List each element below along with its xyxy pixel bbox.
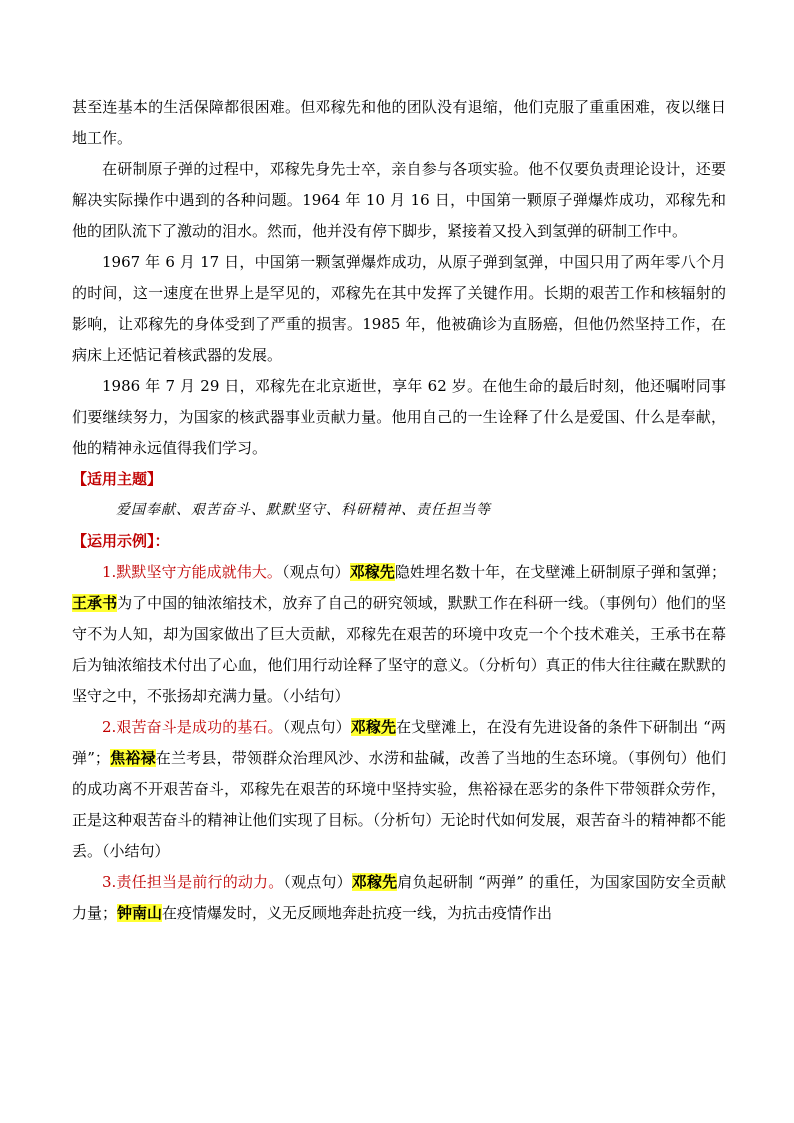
- example-tag: （观点句）: [281, 563, 350, 581]
- example-viewpoint: 3.责任担当是前行的动力。: [102, 873, 284, 891]
- example-text: 在疫情爆发时，义无反顾地奔赴抗疫一线，为抗击疫情作出: [162, 904, 553, 922]
- highlighted-name: 焦裕禄: [109, 749, 156, 767]
- highlighted-name: 王承书: [72, 594, 118, 612]
- example-item: [72, 557, 726, 712]
- highlighted-name: 钟南山: [117, 904, 163, 922]
- example-tag: （观点句）: [282, 718, 351, 736]
- example-item: [72, 867, 726, 929]
- example-text: 为了中国的铀浓缩技术，放弃了自己的研究领域，默默工作在科研一线。（事例句）他们的坚守不为人知，却为国家做出了巨大贡献，邓稼先在艰苦的环境中攻克一个个技术难关，王承书在幕后为铀浓缩技术付出了心血，他们用行动诠释了坚守的意义。（分析句）真正的伟大往往藏在默默的坚守之中，不张扬却充满力量。（小结句）: [72, 594, 726, 705]
- example-text: 在兰考县，带领群众治理风沙、水涝和盐碱，改善了当地的生态环境。（事例句）他们的成功离不开艰苦奋斗，邓稼先在艰苦的环境中坚持实验，焦裕禄在恶劣的条件下带领群众劳作，正是这种艰苦奋斗的精神让他们实现了目标。（分析句）无论时代如何发展，艰苦奋斗的精神都不能丢。（小结句）: [72, 749, 726, 860]
- document-page: [72, 92, 726, 929]
- paragraph-continuation: 甚至连基本的生活保障都很困难。但邓稼先和他的团队没有退缩，他们克服了重重困难，夜以继日地工作。: [72, 98, 726, 147]
- example-viewpoint: 1.默默坚守方能成就伟大。: [102, 563, 282, 581]
- examples-heading: 【运用示例】：: [72, 532, 170, 550]
- example-text: 肩负起研制 “两弹” 的重任，为国家国防安全贡献力量；: [72, 873, 726, 922]
- paragraph-death: 1986 年 7 月 29 日，邓稼先在北京逝世，享年 62 岁。在他生命的最后时刻，他还嘱咐同事们要继续努力，为国家的核武器事业贡献力量。他用自己的一生诠释了什么是爱国、什么是奉献，他的精神永远值得我们学习。: [72, 377, 726, 457]
- paragraph-atomic-bomb: 在研制原子弹的过程中，邓稼先身先士卒，亲自参与各项实验。他不仅要负责理论设计，还要解决实际操作中遇到的各种问题。1964 年 10 月 16 日，中国第一颗原子弹爆炸成功，邓稼先和他的团队流下了激动的泪水。然而，他并没有停下脚步，紧接着又投入到氢弹的研制工作中。: [72, 160, 726, 240]
- example-tag: （观点句）: [283, 873, 352, 891]
- highlighted-name: 邓稼先: [351, 873, 398, 891]
- example-item: [72, 712, 726, 867]
- example-viewpoint: 2.艰苦奋斗是成功的基石。: [102, 718, 283, 736]
- themes-text: 爱国奉献、艰苦奋斗、默默坚守、科研精神、责任担当等: [116, 502, 491, 518]
- themes-heading: 【适用主题】: [72, 470, 163, 488]
- highlighted-name: 邓稼先: [349, 563, 395, 581]
- paragraph-hydrogen-bomb: 1967 年 6 月 17 日，中国第一颗氢弹爆炸成功，从原子弹到氢弹，中国只用了两年零八个月的时间，这一速度在世界上是罕见的，邓稼先在其中发挥了关键作用。长期的艰苦工作和核辐射的影响，让邓稼先的身体受到了严重的损害。1985 年，他被确诊为直肠癌，但他仍然坚持工作，在病床上还惦记着核武器的发展。: [72, 253, 726, 364]
- example-text: 隐姓埋名数十年，在戈壁滩上研制原子弹和氢弹；: [394, 563, 726, 581]
- highlighted-name: 邓稼先: [350, 718, 397, 736]
- example-text: 在戈壁滩上，在没有先进设备的条件下研制出 “两弹”；: [72, 718, 726, 767]
